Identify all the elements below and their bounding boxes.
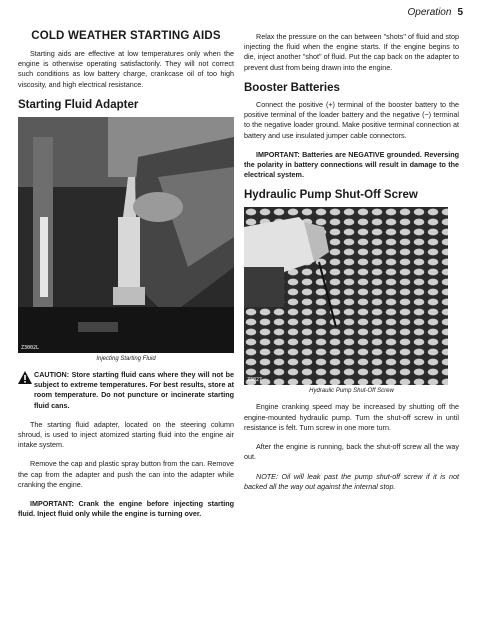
page-number: 5 xyxy=(457,7,463,18)
starting-fluid-adapter-heading: Starting Fluid Adapter xyxy=(18,98,139,111)
booster-batteries-heading: Booster Batteries xyxy=(244,81,340,94)
booster-paragraph: Connect the positive (+) terminal of the booster battery to the positive terminal of the loader battery and the negative (−) terminal to the negative loader ground. Make positive terminal connection at battery and use insulated jumper cable connectors. xyxy=(244,99,459,140)
section-name: Operation xyxy=(407,7,452,18)
important-polarity-note: IMPORTANT: Batteries are NEGATIVE grounded. Reversing the polarity in battery connections will result in damage to the electrical system. xyxy=(244,149,459,180)
important-crank-note: IMPORTANT: Crank the engine before injecting starting fluid. Inject fluid only while the engine is turning over. xyxy=(18,499,234,519)
intro-paragraph: Starting aids are effective at low temperatures only when the engine is otherwise operating satisfactorily. They will not correct such conditions as low battery charge, crankcase oil of too high viscosity, and high electrical resistance. xyxy=(18,49,234,89)
pump-photo-caption: Hydraulic Pump Shut-Off Screw xyxy=(309,388,394,395)
section-title: COLD WEATHER STARTING AIDS xyxy=(31,30,221,42)
warning-triangle-icon xyxy=(18,371,32,384)
photo-caption: Injecting Starting Fluid xyxy=(96,355,156,362)
caution-block xyxy=(18,370,234,411)
pump-note: NOTE: Oil will leak past the pump shut-off screw if it is not backed all the way out against the internal stop. xyxy=(244,471,459,491)
page-header xyxy=(408,7,463,18)
adapter-location-paragraph: The starting fluid adapter, located on the steering column shroud, is used to inject atomized starting fluid into the engine air intake system. xyxy=(18,419,234,450)
pump-photo-id-label: Z3027 xyxy=(247,377,263,384)
adapter-procedure-paragraph: Remove the cap and plastic spray button from the can. Remove the cap from the adapter and push the can into the adapter while cranking the engine. xyxy=(18,459,234,489)
starting-fluid-photo xyxy=(18,117,234,353)
pump-shutoff-paragraph: Engine cranking speed may be increased by shutting off the engine-mounted hydraulic pump. Turn the shut-off screw in until resistance is felt. Turn screw in one more turn. xyxy=(244,402,459,432)
caution-text: CAUTION: Store starting fluid cans where they will not be subject to extreme temperatures. For best results, store at room temperature. Do not puncture or incinerate starting fluid cans. xyxy=(34,369,234,410)
starting-fluid-photo-art xyxy=(18,117,234,353)
right-column xyxy=(244,32,459,501)
left-column xyxy=(18,30,234,529)
hydraulic-pump-photo-art xyxy=(244,207,448,385)
hydraulic-pump-heading: Hydraulic Pump Shut-Off Screw xyxy=(244,189,418,202)
pump-backout-paragraph: After the engine is running, back the shut-off screw all the way out. xyxy=(244,442,459,462)
injection-paragraph: Relax the pressure on the can between "shots" of fluid and stop injecting the fluid when the engine starts. If the engine begins to die, inject another "shot" of fluid. Put the cap back on the adapter to prevent dust from being drawn into the engine. xyxy=(244,32,459,72)
hydraulic-pump-photo xyxy=(244,207,448,385)
photo-id-label: Z3002L xyxy=(21,344,40,351)
